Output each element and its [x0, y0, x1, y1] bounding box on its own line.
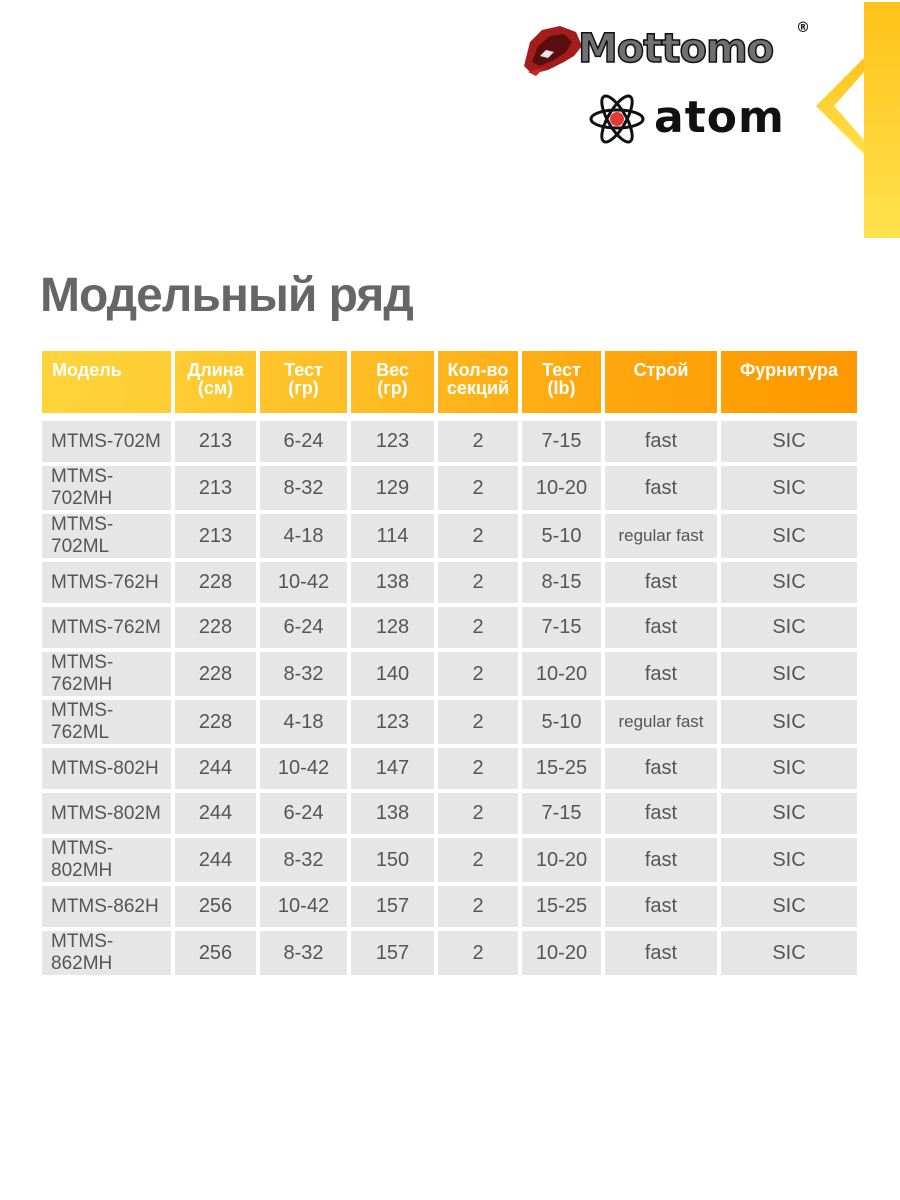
- fish-mascot-icon: [520, 22, 584, 78]
- cell-sections: 2: [438, 886, 518, 927]
- cell-action: fast: [605, 931, 717, 975]
- cell-test-lb: 10-20: [522, 838, 601, 882]
- cell-model: MTMS-762M: [42, 607, 171, 648]
- mottomo-wordmark: Mottomo: [578, 26, 774, 72]
- cell-test-gr: 6-24: [260, 793, 347, 834]
- cell-model: MTMS-762ML: [42, 700, 171, 744]
- cell-weight: 157: [351, 886, 434, 927]
- cell-sections: 2: [438, 652, 518, 696]
- table-row: [42, 748, 857, 789]
- cell-guides: SIC: [721, 748, 857, 789]
- cell-test-gr: 8-32: [260, 466, 347, 510]
- cell-action: fast: [605, 607, 717, 648]
- cell-test-lb: 5-10: [522, 514, 601, 558]
- header-guides: Фурнитура: [721, 351, 857, 413]
- cell-test-lb: 15-25: [522, 748, 601, 789]
- header-test-gr: Тест (гр): [260, 351, 347, 413]
- header-model: Модель: [42, 351, 171, 413]
- cell-test-lb: 7-15: [522, 793, 601, 834]
- cell-sections: 2: [438, 931, 518, 975]
- cell-weight: 114: [351, 514, 434, 558]
- table-row: [42, 700, 857, 744]
- cell-length: 228: [175, 652, 256, 696]
- cell-guides: SIC: [721, 793, 857, 834]
- header-test-lb: Тест (lb): [522, 351, 601, 413]
- cell-weight: 123: [351, 700, 434, 744]
- cell-model: MTMS-762H: [42, 562, 171, 603]
- cell-length: 213: [175, 514, 256, 558]
- cell-guides: SIC: [721, 931, 857, 975]
- accent-bar: [864, 2, 900, 238]
- header-action: Строй: [605, 351, 717, 413]
- cell-test-gr: 10-42: [260, 886, 347, 927]
- cell-model: MTMS-702M: [42, 417, 171, 462]
- cell-sections: 2: [438, 607, 518, 648]
- cell-weight: 140: [351, 652, 434, 696]
- cell-guides: SIC: [721, 838, 857, 882]
- cell-action: fast: [605, 652, 717, 696]
- cell-sections: 2: [438, 700, 518, 744]
- cell-length: 244: [175, 748, 256, 789]
- cell-weight: 123: [351, 417, 434, 462]
- atom-icon: [588, 88, 646, 150]
- table-header-row: [42, 351, 857, 413]
- cell-action: fast: [605, 838, 717, 882]
- cell-action: fast: [605, 562, 717, 603]
- table-row: [42, 838, 857, 882]
- atom-wordmark: atom: [654, 92, 785, 143]
- cell-sections: 2: [438, 514, 518, 558]
- cell-test-lb: 10-20: [522, 931, 601, 975]
- cell-test-gr: 6-24: [260, 607, 347, 648]
- cell-model: MTMS-802M: [42, 793, 171, 834]
- table-row: [42, 931, 857, 975]
- cell-test-lb: 8-15: [522, 562, 601, 603]
- table-row: [42, 652, 857, 696]
- cell-length: 213: [175, 466, 256, 510]
- cell-test-gr: 4-18: [260, 514, 347, 558]
- cell-action: fast: [605, 793, 717, 834]
- cell-weight: 150: [351, 838, 434, 882]
- cell-weight: 138: [351, 793, 434, 834]
- cell-guides: SIC: [721, 562, 857, 603]
- registered-mark: ®: [796, 20, 810, 36]
- cell-test-gr: 10-42: [260, 562, 347, 603]
- cell-model: MTMS-862MH: [42, 931, 171, 975]
- table-row: [42, 886, 857, 927]
- table-row: [42, 607, 857, 648]
- header-sections: Кол-во секций: [438, 351, 518, 413]
- cell-test-gr: 8-32: [260, 931, 347, 975]
- cell-length: 244: [175, 838, 256, 882]
- cell-guides: SIC: [721, 417, 857, 462]
- cell-test-lb: 5-10: [522, 700, 601, 744]
- cell-model: MTMS-862H: [42, 886, 171, 927]
- table-row: [42, 793, 857, 834]
- cell-sections: 2: [438, 838, 518, 882]
- cell-length: 228: [175, 607, 256, 648]
- cell-length: 256: [175, 886, 256, 927]
- cell-guides: SIC: [721, 886, 857, 927]
- cell-action: fast: [605, 417, 717, 462]
- cell-model: MTMS-702ML: [42, 514, 171, 558]
- chevron-left-icon: [816, 58, 866, 154]
- table-row: [42, 562, 857, 603]
- cell-test-gr: 6-24: [260, 417, 347, 462]
- cell-sections: 2: [438, 466, 518, 510]
- cell-weight: 138: [351, 562, 434, 603]
- table-row: [42, 514, 857, 558]
- cell-weight: 157: [351, 931, 434, 975]
- cell-test-lb: 10-20: [522, 652, 601, 696]
- cell-length: 228: [175, 562, 256, 603]
- cell-guides: SIC: [721, 652, 857, 696]
- cell-action: fast: [605, 886, 717, 927]
- cell-action: fast: [605, 466, 717, 510]
- cell-sections: 2: [438, 793, 518, 834]
- cell-sections: 2: [438, 748, 518, 789]
- cell-action: regular fast: [605, 700, 717, 744]
- cell-guides: SIC: [721, 514, 857, 558]
- header-length: Длина (см): [175, 351, 256, 413]
- cell-length: 256: [175, 931, 256, 975]
- cell-model: MTMS-802MH: [42, 838, 171, 882]
- table-row: [42, 417, 857, 462]
- cell-guides: SIC: [721, 466, 857, 510]
- header-weight: Вес (гр): [351, 351, 434, 413]
- cell-sections: 2: [438, 417, 518, 462]
- page-title: Модельный ряд: [40, 269, 413, 322]
- cell-test-gr: 8-32: [260, 838, 347, 882]
- cell-length: 244: [175, 793, 256, 834]
- cell-test-lb: 10-20: [522, 466, 601, 510]
- cell-model: MTMS-762MH: [42, 652, 171, 696]
- atom-logo: [588, 86, 798, 154]
- cell-test-lb: 15-25: [522, 886, 601, 927]
- cell-length: 213: [175, 417, 256, 462]
- cell-weight: 147: [351, 748, 434, 789]
- cell-test-gr: 10-42: [260, 748, 347, 789]
- mottomo-logo: [520, 20, 815, 82]
- cell-action: regular fast: [605, 514, 717, 558]
- cell-test-gr: 4-18: [260, 700, 347, 744]
- cell-guides: SIC: [721, 700, 857, 744]
- cell-test-lb: 7-15: [522, 607, 601, 648]
- cell-length: 228: [175, 700, 256, 744]
- cell-test-gr: 8-32: [260, 652, 347, 696]
- cell-test-lb: 7-15: [522, 417, 601, 462]
- cell-model: MTMS-802H: [42, 748, 171, 789]
- table-row: [42, 466, 857, 510]
- cell-model: MTMS-702MH: [42, 466, 171, 510]
- cell-sections: 2: [438, 562, 518, 603]
- cell-weight: 128: [351, 607, 434, 648]
- cell-guides: SIC: [721, 607, 857, 648]
- table-body: [42, 417, 857, 975]
- cell-action: fast: [605, 748, 717, 789]
- cell-weight: 129: [351, 466, 434, 510]
- spec-table: [38, 347, 861, 979]
